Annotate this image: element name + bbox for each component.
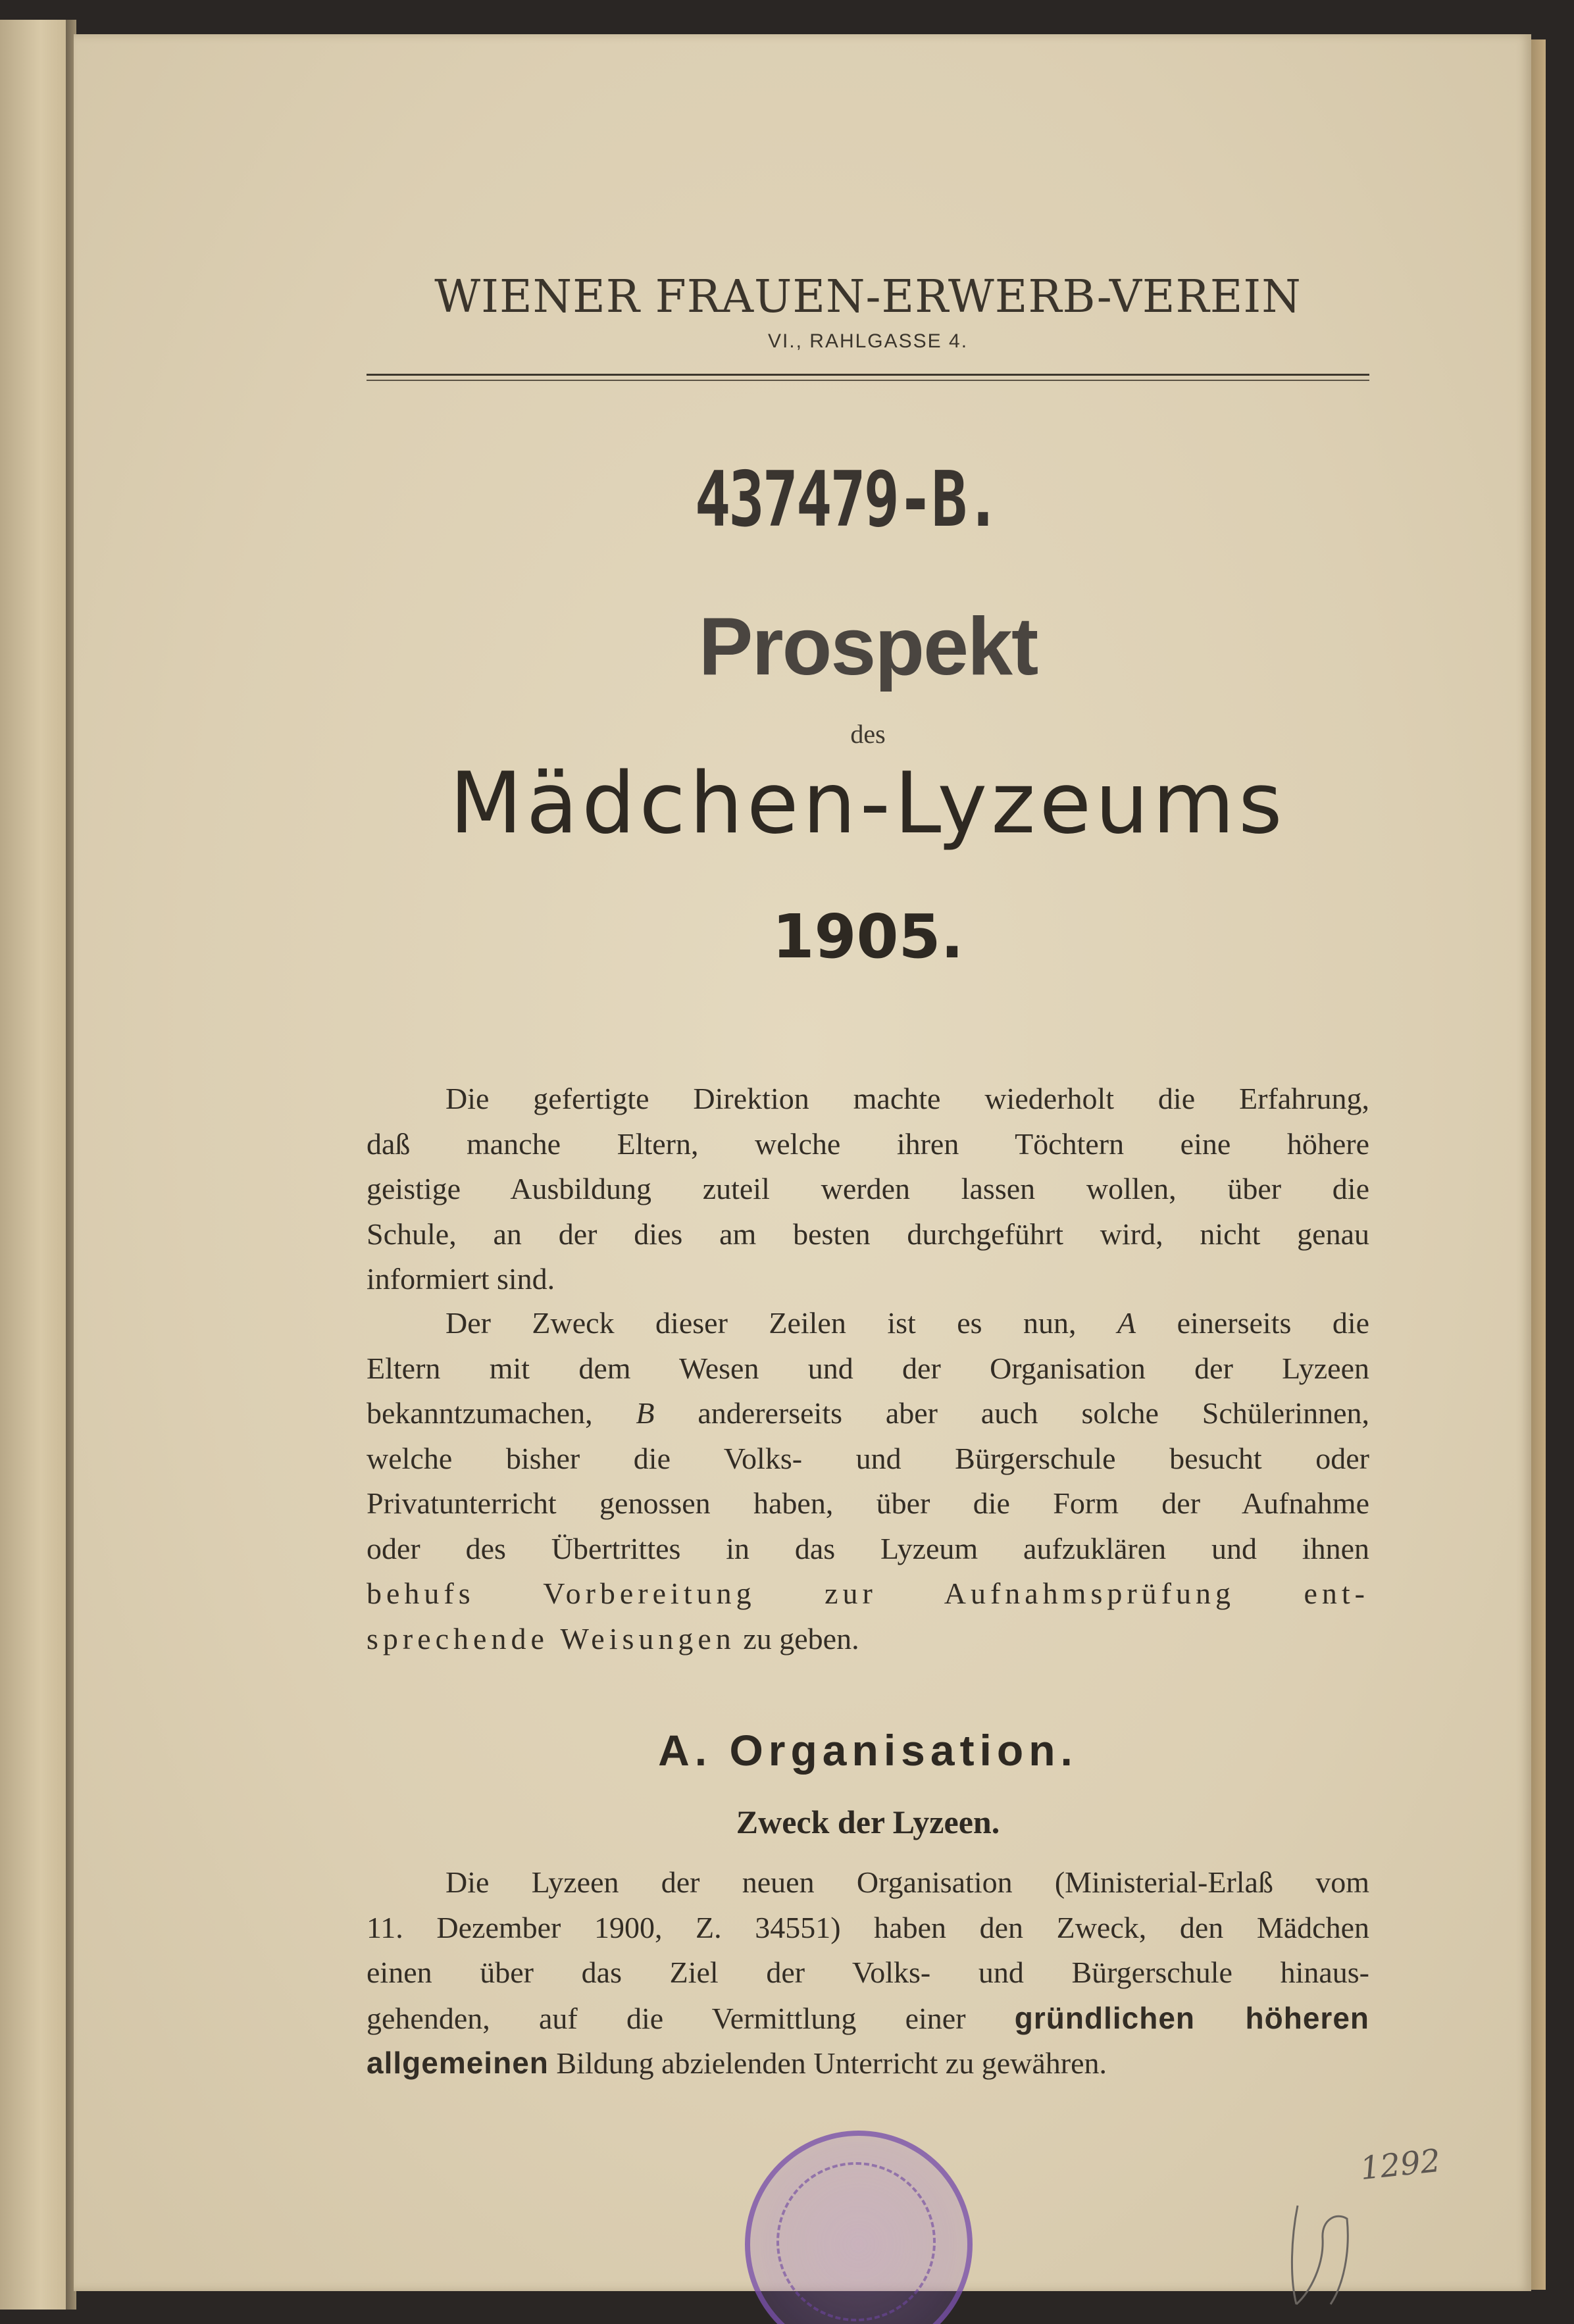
- text-line: Die gefertigte Direktion machte wiederholt die Erfahrung,: [445, 1082, 1369, 1115]
- text-line: allgemeinen Bildung abzielenden Unterricht zu gewähren.: [367, 2046, 1107, 2080]
- text-line: daß manche Eltern, welche ihren Töchtern eine höhere: [367, 1126, 1369, 1161]
- title-connector: des: [850, 719, 886, 749]
- text-line: informiert sind.: [367, 1262, 555, 1296]
- text-line: einen über das Ziel der Volks- und Bürgerschule hinaus-: [367, 1956, 1369, 1989]
- text-line: Der Zweck dieser Zeilen ist es nun, A einerseits die: [445, 1306, 1370, 1340]
- subheading-zweck: Zweck der Lyzeen.: [736, 1804, 1000, 1840]
- library-ownership-stamp: [745, 2131, 973, 2324]
- text-line: oder des Übertrittes in das Lyzeum aufzuklären und ihnen: [367, 1531, 1369, 1565]
- text-line: Privatunterricht genossen haben, über die Form der Aufnahme: [367, 1486, 1369, 1520]
- pencil-annotation-number: 1292: [1358, 2142, 1442, 2188]
- text-line: welche bisher die Volks- und Bürgerschule besucht oder: [367, 1441, 1369, 1475]
- text-line-spaced: behufs Vorbereitung zur Aufnahmsprüfung ent-: [367, 1577, 1369, 1610]
- marker-b: B: [636, 1396, 655, 1430]
- section-heading-organisation: A. Organisation.: [658, 1726, 1078, 1775]
- purpose-paragraph: [367, 1301, 1369, 1661]
- text-line: geistige Ausbildung zuteil werden lassen wollen, über die: [367, 1172, 1369, 1205]
- library-call-number-stamp: 437479-B.: [694, 455, 1000, 544]
- text-line: Die Lyzeen der neuen Organisation (Ministerial-Erlaß vom: [445, 1865, 1369, 1899]
- facing-page-edge: [0, 20, 74, 2310]
- header-rule: [367, 374, 1369, 381]
- text-line: 11. Dezember 1900, Z. 34551) haben den Zweck, den Mädchen: [367, 1910, 1369, 1944]
- text-line: gehenden, auf die Vermittlung einer gründlichen höheren: [367, 2000, 1370, 2035]
- pencil-initials-mark: [1284, 2199, 1357, 2311]
- society-address: VI., RAHLGASSE 4.: [767, 330, 969, 352]
- document-title-prospekt: Prospekt: [698, 601, 1038, 692]
- emphasis-text: allgemeinen: [367, 2046, 549, 2080]
- document-year: 1905.: [772, 901, 964, 972]
- intro-paragraph: [367, 1076, 1369, 1302]
- marker-a: A: [1117, 1306, 1136, 1340]
- page-stack-edge: [1531, 39, 1546, 2290]
- document-main-title: Mädchen-Lyzeums: [449, 755, 1286, 853]
- emphasis-text: gründlichen höheren: [1014, 2000, 1370, 2035]
- text-line: sprechende Weisungen zu geben.: [367, 1621, 859, 1655]
- lyzeen-purpose-paragraph: [367, 1860, 1369, 2086]
- text-line: Schule, an der dies am besten durchgeführt wird, nicht genau: [367, 1217, 1369, 1251]
- text-line: bekanntzumachen, B andererseits aber auch solche Schülerinnen,: [367, 1396, 1370, 1430]
- text-line: Eltern mit dem Wesen und der Organisation der Lyzeen: [367, 1351, 1369, 1385]
- society-name: WIENER FRAUEN-ERWERB-VEREIN: [434, 271, 1302, 323]
- document-page: [74, 34, 1531, 2291]
